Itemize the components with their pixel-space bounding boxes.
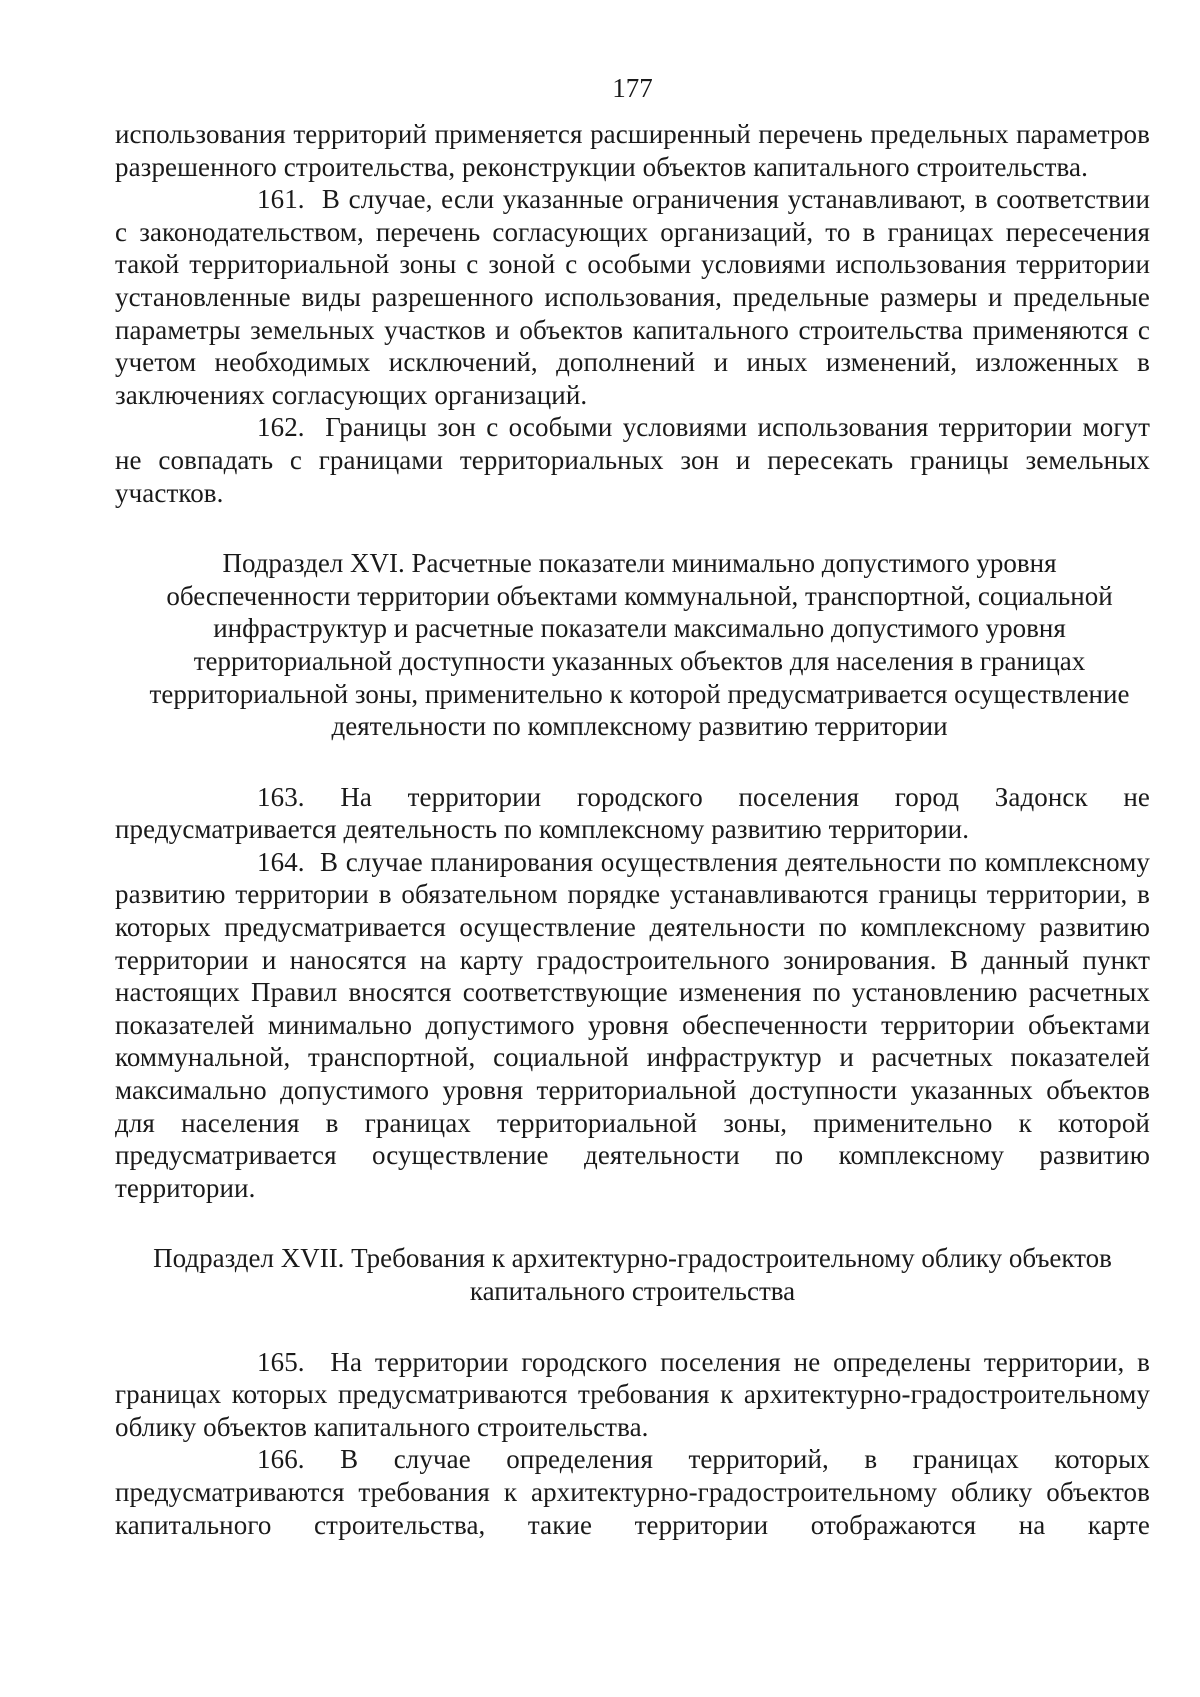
paragraph-162 xyxy=(115,411,1150,509)
paragraph-161 xyxy=(115,183,1150,411)
paragraph-number: 164. xyxy=(257,846,305,877)
paragraph-text: В случае планирования осуществления деятельности по комплексному развитию территории в обязательном порядке устанавливаются границы территории, в которых предусматривается осуществление деятельности по комплексному развитию территории и наносятся на карту градостроительного зонирования. В данный пункт настоящих Правил вносятся соответствующие изменения по установлению расчетных показателей минимально допустимого уровня обеспеченности территории объектами коммунальной, транспортной, социальной инфраструктур и расчетных показателей максимально допустимого уровня территориальной доступности указанных объектов для населения в границах территориальной зоны, применительно к которой предусматривается осуществление деятельности по комплексному развитию территории. xyxy=(115,846,1150,1203)
paragraph-number: 166. xyxy=(257,1444,305,1475)
paragraph-165 xyxy=(115,1346,1150,1444)
paragraph-164 xyxy=(115,846,1150,1205)
section-heading-xvi: Подраздел XVI. Расчетные показатели минимально допустимого уровня обеспеченности территории объектами коммунальной, транспортной, социальной инфраструктур и расчетные показатели максимально допустимого уровня территориальной доступности указанных объектов для населения в границах территориальной зоны, применительно к которой предусматривается осуществление деятельности по комплексному развитию территории xyxy=(149,548,1130,742)
paragraph-text: В случае определения территорий, в границах которых предусматриваются требования к архитектурно-градостроительному облику объектов капитального строительства, такие территории отображаются на карте xyxy=(115,1444,1151,1540)
section-heading-xvii: Подраздел XVII. Требования к архитектурно-градостроительному облику объектов капитального строительства xyxy=(153,1243,1112,1306)
paragraph-text: На территории городского поселения город Задонск не предусматривается деятельность по комплексному развитию территории. xyxy=(115,781,1151,845)
paragraph-163 xyxy=(115,781,1150,846)
paragraph-number: 161. xyxy=(257,184,305,215)
page-number: 177 xyxy=(612,73,653,103)
document-page xyxy=(115,0,1150,1541)
paragraph-text: В случае, если указанные ограничения устанавливают, в соответствии с законодательством, перечень согласующих организаций, то в границах пересечения такой территориальной зоны с зоной с особыми условиями использования территории установленные виды разрешенного использования, предельные размеры и предельные параметры земельных участков и объектов капитального строительства применяются с учетом необходимых исключений, дополнений и иных изменений, изложенных в заключениях согласующих организаций. xyxy=(115,184,1150,410)
paragraph-number: 162. xyxy=(257,412,305,443)
paragraph-number: 163. xyxy=(257,781,305,812)
paragraph-text: На территории городского поселения не определены территории, в границах которых предусматриваются требования к архитектурно-градостроительному облику объектов капитального строительства. xyxy=(115,1346,1151,1442)
paragraph-number: 165. xyxy=(257,1346,305,1377)
paragraph-intro: использования территорий применяется расширенный перечень предельных параметров разрешенного строительства, реконструкции объектов капитального строительства. xyxy=(115,119,1150,182)
paragraph-text: Границы зон с особыми условиями использования территории могут не совпадать с границами территориальных зон и пересекать границы земельных участков. xyxy=(115,412,1150,508)
paragraph-166 xyxy=(115,1443,1150,1541)
